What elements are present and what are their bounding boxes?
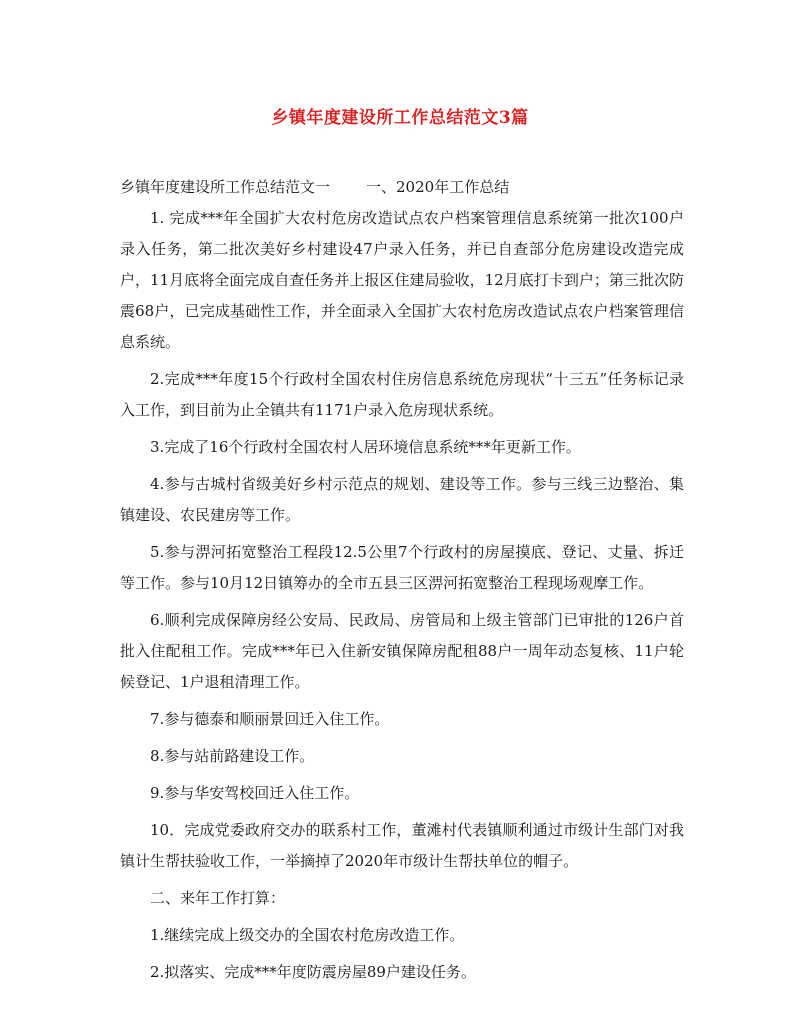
paragraph: 5.参与淠河拓宽整治工程段12.5公里7个行政村的房屋摸底、登记、丈量、拆迁等工作。参与10月12日镇筹办的全市五县三区淠河拓宽整治工程现场观摩工作。 xyxy=(120,543,684,592)
document-title: 乡镇年度建设所工作总结范文3篇 xyxy=(271,108,529,128)
paragraph: 6.顺利完成保障房经公安局、民政局、房管局和上级主管部门已审批的126户首批入住配租工作。完成***年已入住新安镇保障房配租88户一周年动态复核、11户轮候登记、1户退租清理工作。 xyxy=(120,611,684,691)
paragraph: 3.完成了16个行政村全国农村人居环境信息系统***年更新工作。 xyxy=(150,438,581,456)
document-body xyxy=(120,172,684,994)
intro-line xyxy=(120,172,684,203)
paragraph: 8.参与站前路建设工作。 xyxy=(150,747,315,765)
paragraph: 2.完成***年度15个行政村全国农村住房信息系统危房现状“十三五”任务标记录入工作，到目前为止全镇共有1171户录入危房现状系统。 xyxy=(120,370,684,419)
paragraph: 4.参与古城村省级美好乡村示范点的规划、建设等工作。参与三线三边整治、集镇建设、农民建房等工作。 xyxy=(120,475,684,524)
paragraph: 9.参与华安驾校回迁入住工作。 xyxy=(150,784,360,802)
section-heading-2: 二、来年工作打算： xyxy=(150,889,286,907)
paragraph: 10．完成党委政府交办的联系村工作，董滩村代表镇顺利通过市级计生部门对我镇计生帮扶验收工作，一举摘掉了2020年市级计生帮扶单位的帽子。 xyxy=(120,821,684,870)
section-heading-1: 一、2020年工作总结 xyxy=(366,178,510,196)
paragraph: 1. 完成***年全国扩大农村危房改造试点农户档案管理信息系统第一批次100户录入任务，第二批次美好乡村建设47户录入任务，并已自查部分危房建设改造完成户，11月底将全面完成自查任务并上报区住建局验收，12月底打卡到户；第三批次防震68户，已完成基础性工作，并全面录入全国扩大农村危房改造试点农户档案管理信息系统。 xyxy=(120,209,684,351)
paragraph: 7.参与德泰和顺丽景回迁入住工作。 xyxy=(150,710,390,728)
paragraph: 2.拟落实、完成***年度防震房屋89户建设任务。 xyxy=(150,963,476,981)
paragraph: 1.继续完成上级交办的全国农村危房改造工作。 xyxy=(150,926,465,944)
intro-heading: 乡镇年度建设所工作总结范文一 xyxy=(120,178,331,196)
